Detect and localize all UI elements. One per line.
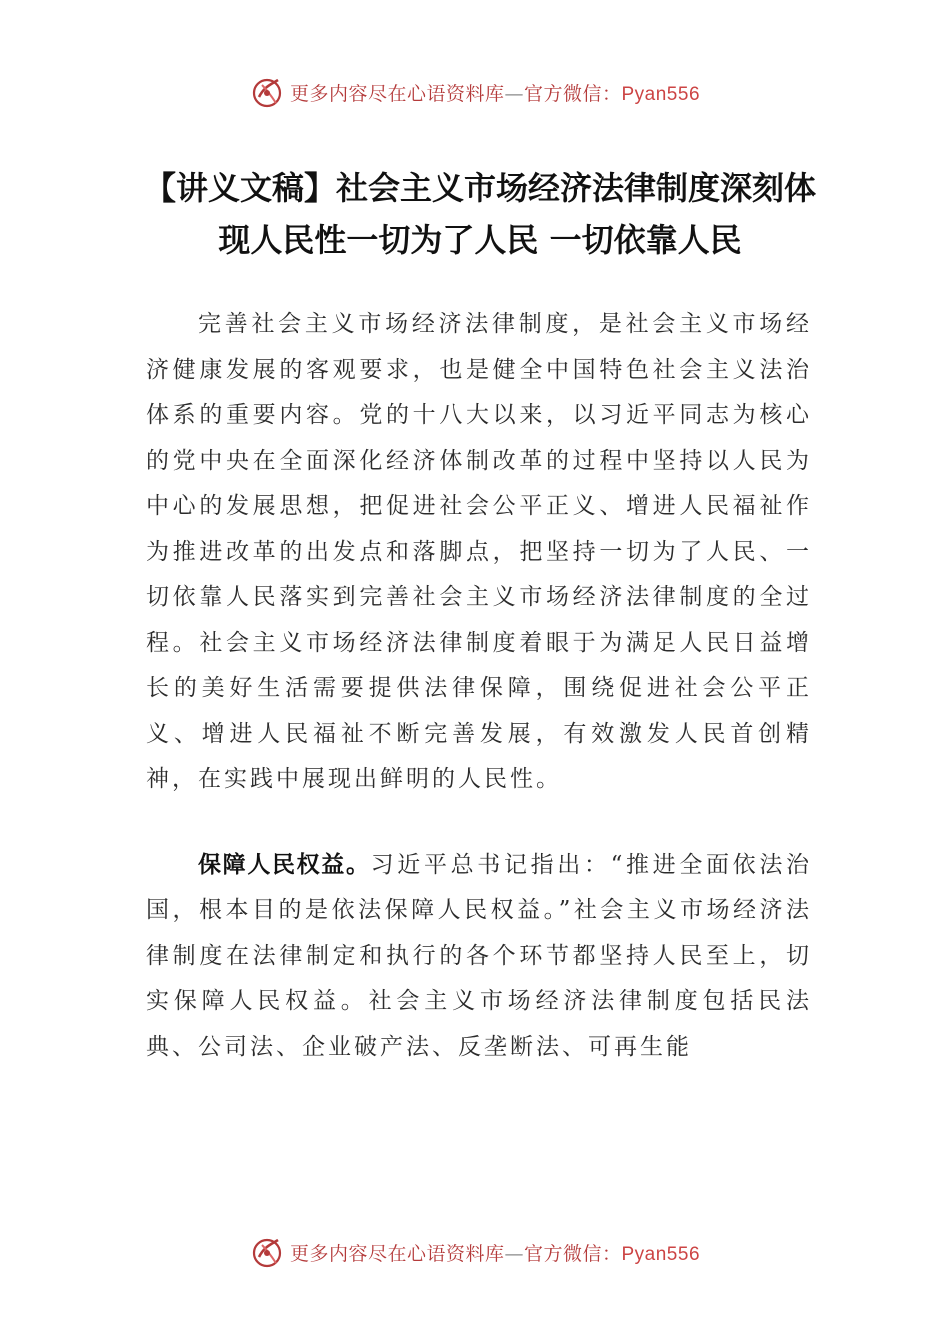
watermark-separator: — (504, 1242, 524, 1265)
watermark-brand: 更多内容尽在心语资料库 (289, 82, 505, 105)
watermark-brand: 更多内容尽在心语资料库 (289, 1242, 505, 1265)
brand-logo-icon (250, 75, 284, 109)
footer-watermark (0, 1232, 950, 1272)
watermark-label: 官方微信： (523, 1242, 622, 1265)
watermark-wechat-id: Pyan556 (621, 1243, 701, 1265)
watermark-wechat-id: Pyan556 (621, 83, 701, 105)
paragraph-lead: 保障人民权益。 (198, 851, 371, 878)
header-watermark (0, 72, 950, 112)
brand-logo-icon (250, 1235, 284, 1269)
paragraph (146, 843, 812, 1071)
paragraph (146, 302, 812, 803)
watermark-text (290, 1239, 700, 1266)
paragraph-text: 习近平总书记指出：“推进全面依法治国，根本目的是依法保障人民权益。”社会主义市场经济法律制度在法律制定和执行的各个环节都坚持人民至上，切实保障人民权益。社会主义市场经济法律制度包括民法典、公司法、企业破产法、反垄断法、可再生能 (146, 851, 812, 1060)
paragraph-text: 完善社会主义市场经济法律制度，是社会主义市场经济健康发展的客观要求，也是健全中国特色社会主义法治体系的重要内容。党的十八大以来，以习近平同志为核心的党中央在全面深化经济体制改革的过程中坚持以人民为中心的发展思想，把促进社会公平正义、增进人民福祉作为推进改革的出发点和落脚点，把坚持一切为了人民、一切依靠人民落实到完善社会主义市场经济法律制度的全过程。社会主义市场经济法律制度着眼于为满足人民日益增长的美好生活需要提供法律保障，围绕促进社会公平正义、增进人民福祉不断完善发展，有效激发人民首创精神，在实践中展现出鲜明的人民性。 (146, 311, 812, 792)
document-body (146, 302, 812, 1070)
document-title: 【讲义文稿】社会主义市场经济法律制度深刻体现人民性一切为了人民 一切依靠人民 (143, 169, 816, 259)
watermark-label: 官方微信： (523, 82, 622, 105)
watermark-text (290, 79, 700, 106)
watermark-separator: — (504, 82, 524, 105)
